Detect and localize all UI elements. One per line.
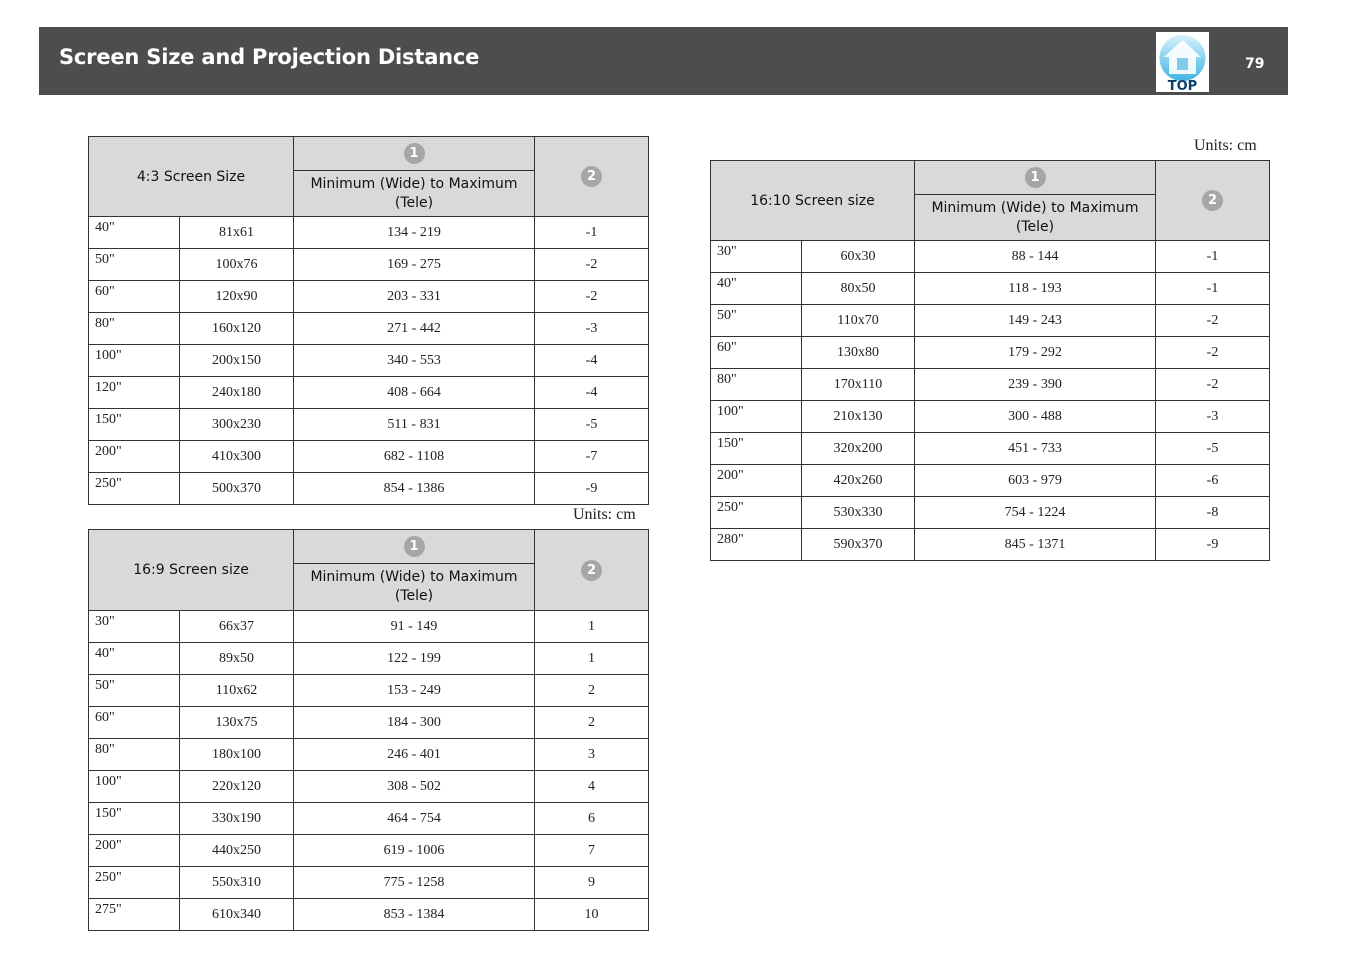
table-row [89,473,649,505]
table-row [89,867,649,899]
table-row [89,249,649,281]
table-row [89,345,649,377]
table-row [711,305,1270,337]
offset-value: -1 [1156,241,1270,273]
screen-size-inches: 50" [89,249,180,281]
screen-size-inches: 80" [89,739,180,771]
screen-size-inches: 30" [711,241,802,273]
screen-dimensions: 240x180 [180,377,294,409]
screen-size-header: 4:3 Screen Size [89,137,294,217]
screen-dimensions: 440x250 [180,835,294,867]
screen-size-inches: 150" [89,803,180,835]
screen-dimensions: 550x310 [180,867,294,899]
projection-distance: 682 - 1108 [294,441,535,473]
table-row [89,739,649,771]
table-row [89,441,649,473]
top-link[interactable] [1156,32,1209,92]
projection-distance: 603 - 979 [915,465,1156,497]
circled-1-icon: 1 [1025,167,1046,188]
screen-size-inches: 200" [89,835,180,867]
offset-value: -1 [1156,273,1270,305]
page-header [39,27,1288,95]
screen-size-inches: 150" [89,409,180,441]
table-row [89,281,649,313]
projection-distance: 845 - 1371 [915,529,1156,561]
table-row [711,465,1270,497]
screen-dimensions: 180x100 [180,739,294,771]
screen-dimensions: 330x190 [180,803,294,835]
offset-value: -7 [535,441,649,473]
projection-distance: 853 - 1384 [294,899,535,931]
screen-size-inches: 100" [711,401,802,433]
screen-dimensions: 210x130 [802,401,915,433]
offset-value: 3 [535,739,649,771]
screen-size-inches: 40" [89,643,180,675]
table-body [711,241,1270,561]
units-label: Units: cm [1194,137,1257,154]
projection-distance: 91 - 149 [294,611,535,643]
offset-value: -2 [1156,337,1270,369]
projection-distance: 754 - 1224 [915,497,1156,529]
screen-dimensions: 110x70 [802,305,915,337]
table-row [89,803,649,835]
projection-distance: 118 - 193 [915,273,1156,305]
page-title: Screen Size and Projection Distance [59,45,480,69]
offset-value: -2 [1156,369,1270,401]
projection-distance: 122 - 199 [294,643,535,675]
offset-value: -4 [535,377,649,409]
screen-size-inches: 275" [89,899,180,931]
circled-1-icon: 1 [404,536,425,557]
screen-size-inches: 250" [89,867,180,899]
projection-distance: 153 - 249 [294,675,535,707]
screen-size-inches: 100" [89,345,180,377]
offset-value: 4 [535,771,649,803]
table-row [89,611,649,643]
column-2-header [535,530,649,611]
screen-size-header: 16:9 Screen size [89,530,294,611]
page-number: 79 [1245,56,1265,72]
screen-size-header: 16:10 Screen size [711,161,915,241]
offset-value: -3 [1156,401,1270,433]
column-2-header [535,137,649,217]
table-row [89,707,649,739]
screen-size-inches: 80" [711,369,802,401]
circled-2-icon: 2 [581,560,602,581]
projection-distance: 464 - 754 [294,803,535,835]
screen-size-inches: 80" [89,313,180,345]
min-max-header: Minimum (Wide) to Maximum (Tele) [915,195,1156,241]
screen-dimensions: 80x50 [802,273,915,305]
projection-distance: 340 - 553 [294,345,535,377]
screen-size-inches: 60" [711,337,802,369]
circled-2-icon: 2 [581,166,602,187]
offset-value: -9 [1156,529,1270,561]
table-16-9 [88,529,649,931]
table-row [711,433,1270,465]
screen-size-inches: 200" [711,465,802,497]
screen-size-inches: 40" [711,273,802,305]
projection-distance: 184 - 300 [294,707,535,739]
screen-dimensions: 200x150 [180,345,294,377]
screen-size-inches: 50" [711,305,802,337]
screen-dimensions: 300x230 [180,409,294,441]
screen-dimensions: 610x340 [180,899,294,931]
offset-value: 1 [535,611,649,643]
screen-size-inches: 250" [89,473,180,505]
screen-size-inches: 40" [89,217,180,249]
screen-size-inches: 280" [711,529,802,561]
table-row [89,217,649,249]
table-row [89,409,649,441]
screen-size-inches: 200" [89,441,180,473]
screen-dimensions: 81x61 [180,217,294,249]
table-row [711,273,1270,305]
table-row [711,337,1270,369]
screen-dimensions: 590x370 [802,529,915,561]
screen-dimensions: 220x120 [180,771,294,803]
table-body [89,217,649,505]
projection-distance: 775 - 1258 [294,867,535,899]
table-row [89,899,649,931]
table-row [711,241,1270,273]
table-row [711,529,1270,561]
offset-value: -2 [535,249,649,281]
table-row [89,313,649,345]
projection-distance: 511 - 831 [294,409,535,441]
projection-distance: 134 - 219 [294,217,535,249]
screen-dimensions: 530x330 [802,497,915,529]
offset-value: -9 [535,473,649,505]
projection-distance: 149 - 243 [915,305,1156,337]
screen-size-inches: 120" [89,377,180,409]
screen-dimensions: 120x90 [180,281,294,313]
offset-value: -6 [1156,465,1270,497]
screen-dimensions: 320x200 [802,433,915,465]
projection-distance: 854 - 1386 [294,473,535,505]
offset-value: 1 [535,643,649,675]
screen-dimensions: 60x30 [802,241,915,273]
projection-distance: 169 - 275 [294,249,535,281]
table-row [89,643,649,675]
offset-value: 2 [535,707,649,739]
projection-distance: 203 - 331 [294,281,535,313]
table-row [89,377,649,409]
column-1-header [915,161,1156,195]
table-row [711,401,1270,433]
table-row [89,835,649,867]
circled-2-icon: 2 [1202,190,1223,211]
screen-dimensions: 130x80 [802,337,915,369]
circled-1-icon: 1 [404,143,425,164]
table-row [89,675,649,707]
offset-value: -4 [535,345,649,377]
min-max-header: Minimum (Wide) to Maximum (Tele) [294,171,535,217]
offset-value: 2 [535,675,649,707]
screen-dimensions: 500x370 [180,473,294,505]
home-top-icon [1156,32,1209,92]
offset-value: 10 [535,899,649,931]
screen-dimensions: 160x120 [180,313,294,345]
screen-dimensions: 420x260 [802,465,915,497]
offset-value: -2 [535,281,649,313]
projection-distance: 408 - 664 [294,377,535,409]
projection-distance: 246 - 401 [294,739,535,771]
table-16-10 [710,160,1270,561]
table-row [711,369,1270,401]
table-body [89,611,649,931]
screen-size-inches: 60" [89,281,180,313]
table-row [711,497,1270,529]
top-label: TOP [1167,79,1198,92]
offset-value: -2 [1156,305,1270,337]
screen-dimensions: 170x110 [802,369,915,401]
offset-value: -5 [535,409,649,441]
screen-dimensions: 89x50 [180,643,294,675]
offset-value: -1 [535,217,649,249]
screen-dimensions: 100x76 [180,249,294,281]
projection-distance: 179 - 292 [915,337,1156,369]
projection-distance: 300 - 488 [915,401,1156,433]
units-label: Units: cm [573,506,636,523]
projection-distance: 619 - 1006 [294,835,535,867]
screen-size-inches: 30" [89,611,180,643]
screen-size-inches: 100" [89,771,180,803]
offset-value: 6 [535,803,649,835]
table-row [89,771,649,803]
column-1-header [294,530,535,564]
screen-dimensions: 410x300 [180,441,294,473]
projection-distance: 239 - 390 [915,369,1156,401]
offset-value: -3 [535,313,649,345]
offset-value: -5 [1156,433,1270,465]
offset-value: 9 [535,867,649,899]
screen-size-inches: 60" [89,707,180,739]
screen-dimensions: 130x75 [180,707,294,739]
min-max-header: Minimum (Wide) to Maximum (Tele) [294,564,535,611]
projection-distance: 271 - 442 [294,313,535,345]
table-4-3 [88,136,649,505]
column-2-header [1156,161,1270,241]
offset-value: -8 [1156,497,1270,529]
screen-size-inches: 50" [89,675,180,707]
screen-dimensions: 110x62 [180,675,294,707]
screen-size-inches: 250" [711,497,802,529]
screen-size-inches: 150" [711,433,802,465]
projection-distance: 88 - 144 [915,241,1156,273]
projection-distance: 308 - 502 [294,771,535,803]
projection-distance: 451 - 733 [915,433,1156,465]
screen-dimensions: 66x37 [180,611,294,643]
column-1-header [294,137,535,171]
offset-value: 7 [535,835,649,867]
